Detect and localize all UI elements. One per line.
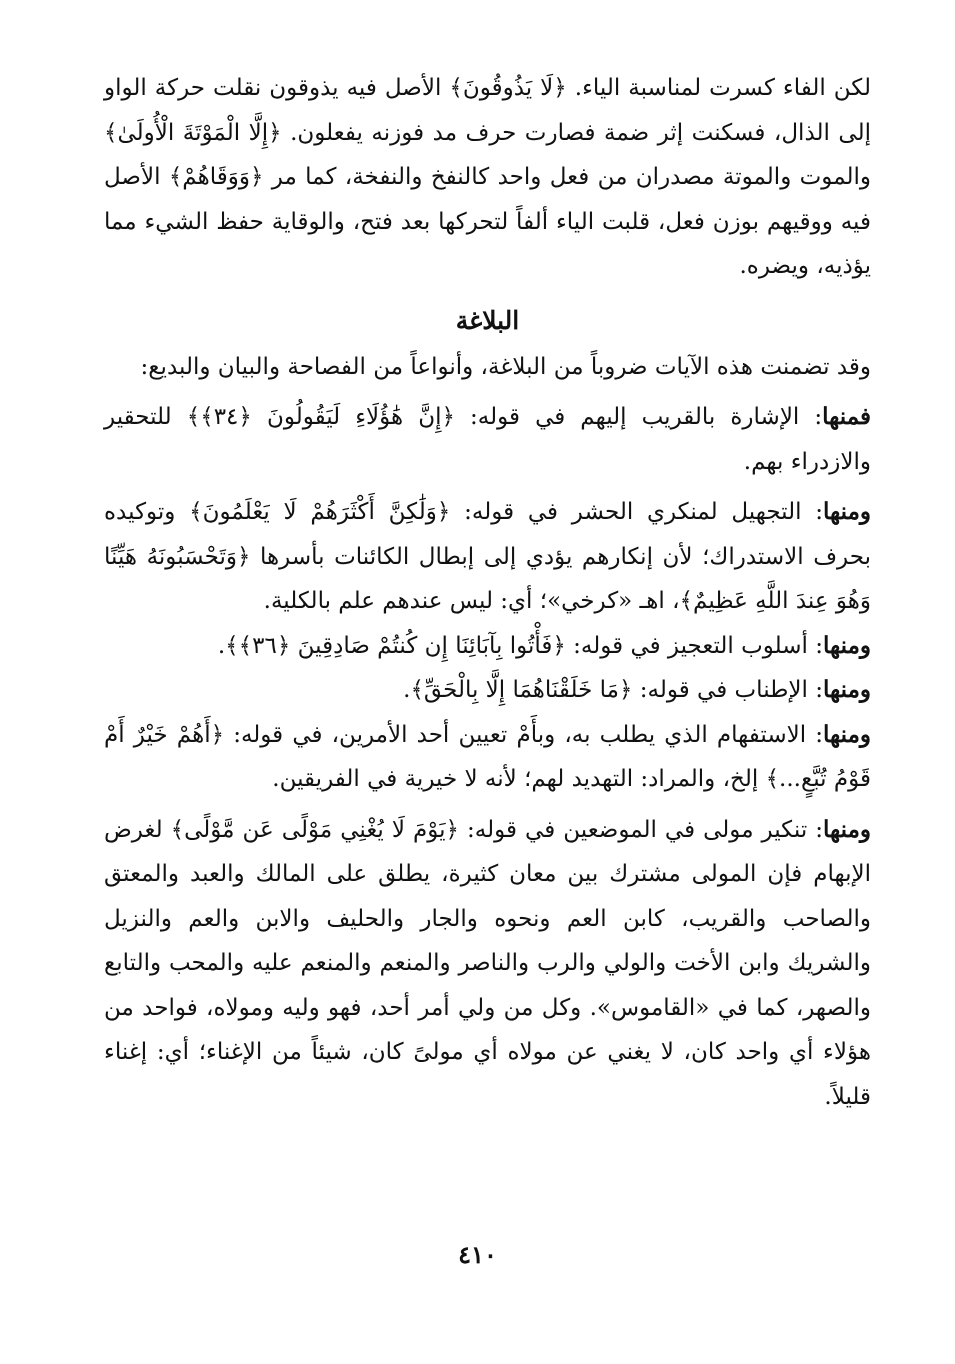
item-lead: ومنها — [823, 631, 871, 659]
intro-paragraph: لكن الفاء كسرت لمناسبة الياء. ﴿لَا يَذُوقُونَ﴾ الأصل فيه يذوقون نقلت حركة الواو إلى الذال، فسكنت إثر ضمة فصارت حرف مد فوزنه يفعلون. ﴿إِلَّا الْمَوْتَةَ الْأُولَىٰ﴾ والموت والموتة مصدران من فعل واحد كالنفخ والنفخة، كما مر ﴿وَوَقَاهُمْ﴾ الأصل فيه ووقيهم بوزن فعل، قلبت الياء ألفاً لتحركها بعد فتح، والوقاية حفظ الشيء مما يؤذيه، ويضره. — [104, 75, 871, 279]
page-body — [104, 66, 871, 1119]
rhetoric-item-5 — [104, 713, 871, 802]
item-text: : الإشارة بالقريب إليهم في قوله: ﴿إِنَّ هَٰؤُلَاءِ لَيَقُولُونَ ﴿٣٤﴾﴾ للتحقير والازدراء بهم. — [104, 404, 871, 475]
item-text: : التجهيل لمنكري الحشر في قوله: ﴿وَلَٰكِنَّ أَكْثَرَهُمْ لَا يَعْلَمُونَ﴾ وتوكيده بحرف الاستدراك؛ لأن إنكارهم يؤدي إلى إبطال الكائنات بأسرها ﴿وَتَحْسَبُونَهُ هَيِّنًا وَهُوَ عِندَ اللَّهِ عَظِيمٌ﴾، اهـ «كرخي»؛ أي: ليس عندهم علم بالكلية. — [104, 499, 871, 614]
item-lead: ومنها — [823, 720, 871, 748]
item-text: : أسلوب التعجيز في قوله: ﴿فَأْتُوا بِآبَائِنَا إِن كُنتُمْ صَادِقِينَ ﴿٣٦﴾﴾. — [217, 632, 824, 659]
item-text: : الاستفهام الذي يطلب به، وبأَمْ تعيين أحد الأمرين، في قوله: ﴿أَهُمْ خَيْرٌ أَمْ قَوْمُ تُبَّعٍ...﴾ إلخ، والمراد: التهديد لهم؛ لأنه لا خيرية في الفريقين. — [104, 721, 871, 792]
item-text: : تنكير مولى في الموضعين في قوله: ﴿يَوْمَ لَا يُغْنِي مَوْلًى عَن مَّوْلًى﴾ لغرض الإبهام فإن المولى مشترك بين معان كثيرة، يطلق على المالك والعبد والمعتق والصاحب والقريب، كابن العم ونحوه والجار والحليف والابن والعم والنزيل والشريك وابن الأخت والولي والرب والناصر والمنعم والمنعم عليه والمحب والتابع والصهر، كما في «القاموس». وكل من ولي أمر أحد، فهو وليه ومولاه، فواحد من هؤلاء أي واحد كان، لا يغني عن مولاه أي مولىً كان، شيئاً من الإغناء؛ أي: إغناء قليلاً. — [104, 816, 871, 1110]
item-lead: ومنها — [823, 498, 871, 525]
rhetoric-item-4 — [104, 668, 871, 713]
page-number: ٤١٠ — [458, 1240, 497, 1269]
overview-paragraph: وقد تضمنت هذه الآيات ضروباً من البلاغة، وأنواعاً من الفصاحة والبيان والبديع: — [140, 353, 871, 380]
item-lead: ومنها — [823, 676, 871, 703]
item-text: : الإطناب في قوله: ﴿مَا خَلَقْنَاهُمَا إِلَّا بِالْحَقِّ﴾. — [403, 677, 824, 703]
rhetoric-item-2 — [104, 490, 871, 624]
section-heading: البلاغة — [455, 305, 520, 335]
item-lead: ومنها — [823, 815, 871, 843]
rhetoric-item-1 — [104, 395, 871, 484]
item-lead: فمنها — [822, 403, 871, 430]
rhetoric-item-3 — [104, 624, 871, 669]
rhetoric-item-6 — [104, 808, 871, 1120]
